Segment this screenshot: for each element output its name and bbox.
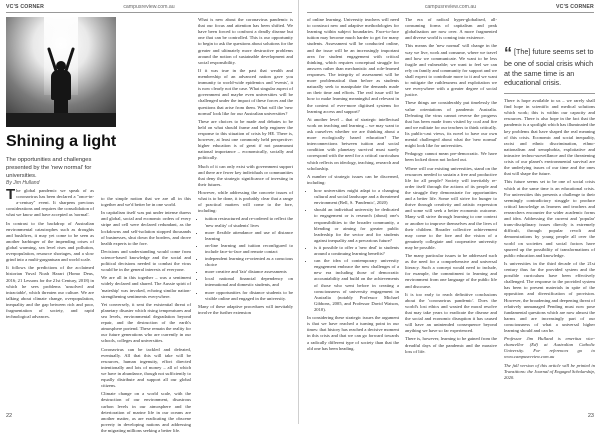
- pull-quote-rule: [504, 93, 595, 94]
- right-page: [301, 0, 600, 424]
- body-paragraph: A number of strategic issues can be discerned, including:: [307, 173, 399, 185]
- body-paragraph: At another level – that of strategic intellectual work on teaching and learning – we may want to ask ourselves whether we are thinking about a more ecologically based education? The interconnections between tuition and social condition with planetary survival must surely correspond with the need for a critical curriculum which reflects on ideology, teaching, research and scholarship.: [307, 116, 399, 171]
- body-paragraph: Yet conversely, it sent the existential threat of planetary disaster which rising temperatures and sea levels, environmental degradation beyond repair, and the destruction of the earth's atmosphere portend. These remain the reality for our future generations who are currently in our schools, colleges and universities.: [101, 301, 191, 344]
- body-paragraph: Pedagogy cannot mean pre-democratic. We have been locked down not locked out.: [405, 151, 497, 163]
- left-column-1: [6, 188, 94, 410]
- site-url[interactable]: campusreview.com.au: [424, 4, 477, 10]
- body-paragraph: In contrast to the backdrop of Australian environmental catastrophes such as droughts and bushfires, it may yet come to be seen as another harbinger of the impending crises of global warming, sea level rises and pollution, overpopulation, resource shortages, and a slow grind into a multi-gargantuan and world scale.: [6, 220, 94, 263]
- pull-quote: [504, 47, 595, 87]
- right-column-1: [307, 17, 399, 410]
- body-paragraph: There is hope available to us – we rarely shall find hope in scientific and medical solutions which work; this is within our capacity and resources. There is also hope in the fact that the pandemic is a spotlight which has illuminated the key problems that have shaped the real meaning of this crisis. Economic and social inequality, racist and ethnic discrimination, ethno-nationalism and xenophobia, exploitative and intrusive techno-surveillance and the threatening crisis of our planet's environmental survival are the underlying issues of our time and the ones that will shape the future.: [504, 98, 595, 177]
- body-paragraph: However, while addressing the concrete issues of what is to be done, it is probably clear that a range of practical matters will come to the fore, including:: [198, 189, 293, 214]
- right-column-3: [504, 98, 595, 410]
- list-item: • how universities might adapt to a changing cultural and social landscape and a threatened environment (Bell, S. 'Pandemic', 2020): [314, 188, 399, 206]
- body-paragraph: The era of radical hyper-globalised, all-consuming forms of capitalism and peak globalisation are now over. A more fragmented and diverse world is coming into existence.: [405, 17, 497, 41]
- body-paragraph: Much of it can only exist with government support and there are fewer key individuals or communities that deny the strategic significance of investing in their futures.: [198, 163, 293, 187]
- body-paragraph: Many of these adaptive procedures will inevitably involve the further extension: [198, 303, 293, 315]
- page-number: 23: [587, 413, 594, 419]
- body-paragraph: The global pandemic we speak of as coronavirus has been declared a "once-in-a-century" event. It sharpens precious considerations and requires the consolidation of what we know and have accepted as 'normal'.: [6, 186, 94, 218]
- body-paragraph: What is new about the coronavirus pandemic is that our focus and attention has been shifted. We have been forced to confront a deadly disease but one that can be controlled. This is our opportunity to begin to ask the questions about solutions for the greater and ultimately more destructive problems around the notion of sustainable development and social responsibility.: [198, 17, 293, 65]
- body-paragraph: of online learning. University teachers will need to construct new and adaptive methodologies for learning within subject boundaries. Face-to-face tuition may become much harder to get for many students. Assessment will be conducted online, and the issue will be an increasingly important area for student engagement with critical thinking, which requires conceptual struggle for answers rather than mechanistic and role-learned responses. The integrity of assessment will be more problematical than before as students naturally seek to manipulate the demands made on their time and efforts. The real issue will be how to make learning meaningful and relevant in the context of ever-more digitised systems for learning access and support?: [307, 17, 399, 114]
- body-paragraph: The many particular issues to be addressed such as the need for a comprehensive and universal literacy. Such a concept would need to include, for example, the commitment to learning and environment from one language of the public life and discourse.: [405, 253, 497, 289]
- article-photo: [6, 17, 116, 127]
- left-column-3: [198, 17, 293, 410]
- body-paragraph: These things are considerably put timelessly the value orientations of pandemic Australia. Defeating the virus cannot reverse the progress that has been made from visited by coal and fire and we militate for our teachers to think critically. Its public-cast views, its novel to have our own mental challenged about what the 'new normal' might look like for universities.: [405, 100, 497, 149]
- page-number: 22: [6, 413, 13, 419]
- figure-body: [51, 70, 71, 100]
- list-item: • can the idea of contemporary university engagement embrace the new challenges of a new era including those of democratic accountability and build on the achievements of those who went before in creating a consciousness of university engagement in Australia (notably Professor Michael Gibbons, 2005, and Professor David Watson, 2010).: [314, 258, 399, 313]
- quote-mark-icon: “: [504, 45, 512, 62]
- list-item: • more opportunities for distance students to be visible online and engaged in the university.: [205, 290, 293, 302]
- site-url[interactable]: campusreview.com.au: [123, 4, 175, 10]
- list-item: • more creative and 'fair' distance assessments: [205, 269, 293, 275]
- list-item: • should an individual university be dedicated to engagement or is research (about) one's responsibilities to the broader community, a blending or aiming for greater public leadership for the sector and for students against inequality and a precarious future?: [314, 207, 399, 244]
- body-paragraph: This means the 'new normal' will change in the way we live, work and consume, where we travel and how we communicate. We want to be less fragile and vulnerable; we want to feel we can rely on family and community for support and we shall expect to contribute more to it and we want to mitigate the ruthlessness and exploitation we see everywhere with a greater degree of social justice.: [405, 43, 497, 98]
- article-standfirst: The opportunities and challenges presented by the 'new normal' for universities.: [6, 157, 92, 179]
- list-item: • local national financial dependency on international and domestic students, and: [205, 276, 293, 288]
- list-item: • independent learning re-oriented as a conscious choice: [205, 256, 293, 268]
- left-page: [0, 0, 299, 433]
- body-paragraph: Climate change on a world scale, with the destruction of our environment, disastrous carbon levels in our atmosphere and the deterioration of marine life in our oceans are another matter, as are eradicating the obscene poverty in developing nations and addressing the migrating millions seeking a better life.: [101, 391, 191, 433]
- section-label: VC'S CORNER: [555, 4, 594, 10]
- body-paragraph: Is universities in the third decade of the 21st century thus far the provided system and the possible curriculum have been effectively challenged. The response to the provided system has been to present materials in spite of the opposition and diversification of provision. However, the broadening and deepening threat of relatively unmanaged Pending must now pose fundamental questions which are now almost the harms and are increasingly part of our consciousness of what a universal higher learning should and can be.: [504, 260, 595, 334]
- list-item: • is it possible to offer a 'new deal' to students around a continuing learning benefits?: [314, 245, 399, 257]
- list-item: • on-line learning and tuition reconfigured to include face-to-face and remote contact: [205, 243, 293, 255]
- article-byline: By Jim Hulland: [6, 180, 40, 186]
- right-column-2: [405, 17, 497, 410]
- pull-quote-text: [The] future seems set to be one of social crisis which at the same time is an educational crisis.: [504, 47, 594, 87]
- header-rule: [307, 12, 594, 13]
- bullet-list: [205, 216, 293, 301]
- list-item: • more flexible attendance and use of distance learning: [205, 230, 293, 242]
- list-item: • tuition restructured and re-ordered to reflect the 'new reality' of students' lives: [205, 216, 293, 228]
- body-paragraph: There is, however, learning to be gained from the dreadful days of the pandemic and the massive loss of life.: [405, 336, 497, 354]
- article-title: Shining a light: [6, 133, 117, 150]
- left-column-2: [101, 196, 191, 433]
- photo-floor: [6, 113, 116, 127]
- body-paragraph: In capitalism itself was put under intense duress and global, social and economic orders of every stripe and cell were declared redundant, as the lockdowns and self-isolation stopped thousands of businesses, shut down the borders, and drove health experts to the fore.: [101, 210, 191, 246]
- body-paragraph: In considering these strategic issues the argument is that we have reached a turning point in our times: that history has reached a decisive moment in this crisis and that we can go forward towards a radically different type of society than that the old one has been heading.: [307, 315, 399, 351]
- body-paragraph: Where will our existing universities, stand on the resources needed to sustain a free and productive life for all people? Society will inevitably re-order itself through the actions of its people and the struggle they demonstrate for opportunities and a better life. Some will strive for hunger to thrive through creativity and artistic expression and some will seek a better economic outcome. Many will strive through learning to one context or another to improve themselves and the lives of their children. Broader collective achievement may come to the fore and the vision of a genuinely collegiate and cooperative university may be possible.: [405, 165, 497, 250]
- author-bio-note: The full version of this article will be printed in Transitions: the Journal of Engaged Scholarship, 2020.: [504, 362, 595, 380]
- bullet-list: [314, 188, 399, 313]
- body-paragraph: We are all in this together – was a sentiment widely declared and shared. The Aussie spirit of 'mateship' was invoked, echoing similar nation-strengthening sentiments everywhere.: [101, 275, 191, 299]
- body-paragraph: It follows the predictions of the acclaimed historian Yuval Noah Harari (Homo Deus, 2016; 21 Lessons for the 21st Century, 2018) in which he sees problems 'unsolved and intractable', which threaten our culture. We are talking about climate change, overpopulation, inequality and the gap between rich and poor, fragmentation of society, and rapid technological advances.: [6, 265, 94, 320]
- body-paragraph: It is too early to reach definitive conclusions about the 'coronavirus pandemic'. Does the world's lost ethics and wasted the moral resolve that may take years to eradicate the disease and the social and economic disruption it has caused will have an unintended consequence beyond anything we have so far experienced.: [405, 291, 497, 334]
- body-paragraph: to the simple notion that we are all in this together and we'd better be in one world.: [101, 196, 191, 208]
- section-label: VC'S CORNER: [6, 4, 45, 10]
- body-paragraph: These are choices to be made and debates to be held on what should frame and help engineer the response to this situation of crisis by HE. There is, however, at least one commonly held perspective: higher education is of great if not paramount national importance – economically, socially and politically.: [198, 118, 293, 161]
- body-paragraph: Decisions and understanding would come from science-based knowledge and the social and political decisions needed to combat the virus would be in the general interests of everyone.: [101, 248, 191, 273]
- body-paragraph: If it was true in the past that wealth and membership of an advanced nation gave you immunity to world-wide epidemics and 'events', it is now clearly not the case. What singular aspect of government and maybe even universities will be challenged under the impact of these forces and the questions that arise from them. What will the 'new normal' look like for our Australian universities?: [198, 67, 293, 116]
- author-bio: Professor Jim Hulland is emeritus vice-chancellor (Ed) at Australian Catholic University. For references go to www.campusreview.com.au: [504, 336, 595, 360]
- body-paragraph: This future seems set to be one of social crisis which at the same time is an educational crisis. For universities this presents a challenge to their seemingly contradictory struggle to produce critical knowledge as learners and teachers and researchers encounter the wider academic forms and idea. Addressing the current and 'popular' trans-disciplinary issues directly is extremely difficult, through popular revolt and demonstrations by young people all over the world on societies and social factors have spurred up the possibility of transformations of public education and knowledge.: [504, 179, 595, 258]
- body-paragraph: Coronavirus can be tackled and defeated, eventually. All that this will take will be resources, human ingenuity, effort directed intentionally and lots of money – all of which we have in abundance, though not sufficiently to equally distribute and support all our global citizens.: [101, 346, 191, 389]
- header-rule: [6, 12, 292, 13]
